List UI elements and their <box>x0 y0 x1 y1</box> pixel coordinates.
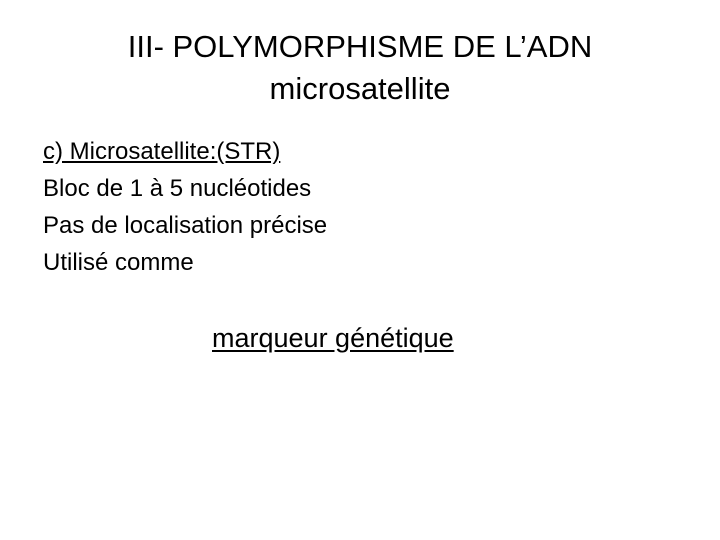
text-line-bloc: Bloc de 1 à 5 nucléotides <box>43 175 312 202</box>
text-line-localisation: Pas de localisation précise <box>43 212 328 239</box>
slide-title <box>40 26 680 110</box>
text-line-utilise: Utilisé comme <box>43 249 194 276</box>
slide-title-line-1: III- POLYMORPHISME DE L’ADN <box>127 29 593 64</box>
emphasized-term: marqueur génétique <box>212 323 454 353</box>
slide-body <box>43 133 683 281</box>
subheading-microsatellite: c) Microsatellite:(STR) <box>43 138 281 165</box>
slide-title-line-2: microsatellite <box>269 71 451 106</box>
